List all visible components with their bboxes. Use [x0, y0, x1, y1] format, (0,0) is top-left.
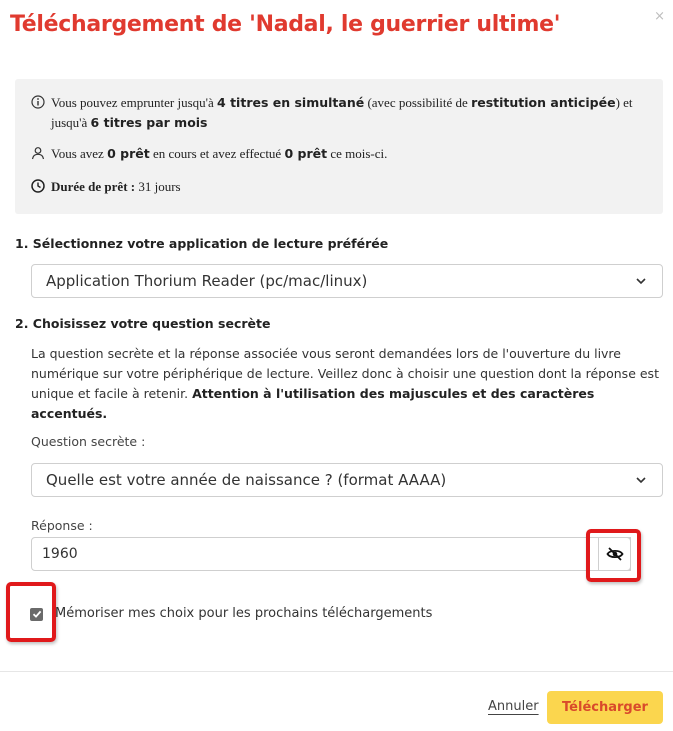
- chevron-down-icon: [634, 274, 648, 288]
- modal-title: Téléchargement de 'Nadal, le guerrier ultime': [10, 12, 561, 37]
- user-icon: [31, 146, 47, 166]
- answer-input[interactable]: [32, 538, 630, 570]
- loan-limits-info: Vous pouvez emprunter jusqu'à 4 titres en simultané (avec possibilité de restitution anticipée) et jusqu'à 6 titres par mois: [31, 93, 647, 133]
- remember-choices-row[interactable]: [30, 606, 432, 621]
- answer-label: Réponse :: [31, 518, 93, 533]
- info-circle-icon: [31, 95, 47, 115]
- highlight-checkbox: [6, 582, 56, 642]
- loan-info-box: [15, 79, 663, 214]
- cancel-button[interactable]: Annuler: [488, 699, 539, 714]
- answer-field-wrapper: [31, 537, 631, 571]
- chevron-down-icon: [634, 473, 648, 487]
- remember-label: Mémoriser mes choix pour les prochains téléchargements: [55, 606, 433, 621]
- reading-app-select[interactable]: [31, 264, 663, 298]
- highlight-eye-button: [586, 529, 641, 582]
- secret-question-select[interactable]: [31, 463, 663, 497]
- step1-heading: 1. Sélectionnez votre application de lecture préférée: [15, 236, 389, 251]
- secret-question-selected: Quelle est votre année de naissance ? (format AAAA): [46, 471, 447, 489]
- close-icon[interactable]: ×: [654, 9, 665, 24]
- footer-divider: [0, 671, 673, 672]
- reading-app-selected: Application Thorium Reader (pc/mac/linux): [46, 272, 368, 290]
- step2-heading: 2. Choisissez votre question secrète: [15, 316, 271, 331]
- download-button[interactable]: Télécharger: [547, 691, 663, 724]
- secret-question-description: La question secrète et la réponse associée vous seront demandées lors de l'ouverture du livre numérique sur votre périphérique de lecture. Veillez donc à choisir une question dont la réponse est unique et facile à retenir. Attention à l'utilisation des majuscules et des caractères accentués.: [31, 346, 659, 421]
- clock-icon: [31, 179, 47, 199]
- loan-duration-info: Durée de prêt : 31 jours: [31, 177, 647, 199]
- question-label: Question secrète :: [31, 434, 146, 449]
- current-loans-info: Vous avez 0 prêt en cours et avez effectué 0 prêt ce mois-ci.: [31, 144, 647, 166]
